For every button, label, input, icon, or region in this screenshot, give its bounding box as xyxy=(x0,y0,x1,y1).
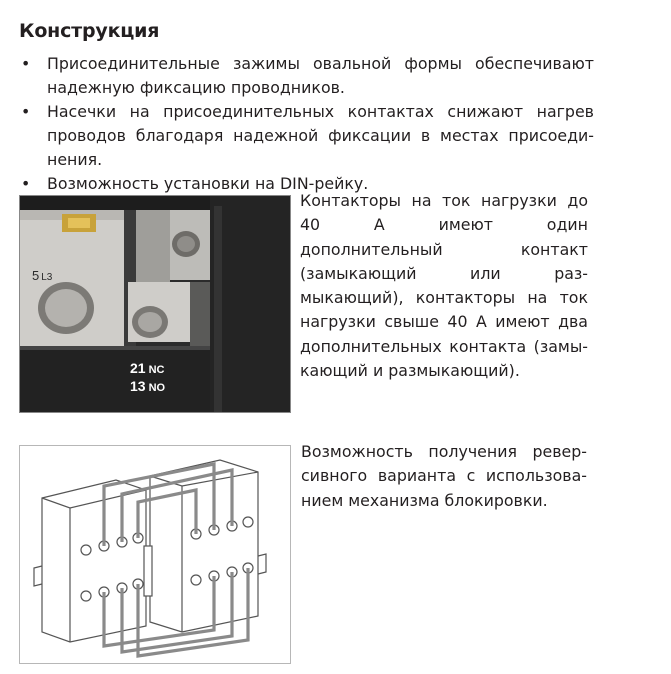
list-item-text: Возможность установки на DIN-рейку. xyxy=(47,174,369,193)
auxiliary-contact-description: Контакторы на ток нагрузки до 40 А имеют один дополнительный контакт (замыкающий или раз-мыкающий), контакторы на ток нагрузки свыше 40 А имеют два дополнительных контакта (замы-кающий и размыкающий). xyxy=(300,191,588,381)
reversing-contactor-drawing xyxy=(19,445,291,664)
list-item-text: Присоединительные зажимы овальной формы обеспечивают надежную фиксацию проводников. xyxy=(47,54,594,97)
no-contact-label: 13 NO xyxy=(130,378,166,394)
terminal-label: 5 L3 xyxy=(32,268,53,283)
list-item xyxy=(19,52,594,100)
feature-list xyxy=(19,52,594,196)
section-title: Конструкция xyxy=(19,20,160,42)
auxiliary-contact-photo xyxy=(19,195,291,413)
bullet-icon: • xyxy=(21,174,31,193)
nc-contact-label: 21 NC xyxy=(130,360,165,376)
bullet-icon: • xyxy=(21,54,31,73)
reversing-option-description: Возможность получения ревер-сивного варианта с использова-нием механизма блокировки. xyxy=(301,442,587,510)
bullet-icon: • xyxy=(21,102,31,121)
list-item-text: Насечки на присоединительных контактах снижают нагрев проводов благодаря надежной фиксации в местах присоеди-нения. xyxy=(47,102,594,169)
list-item xyxy=(19,100,594,172)
